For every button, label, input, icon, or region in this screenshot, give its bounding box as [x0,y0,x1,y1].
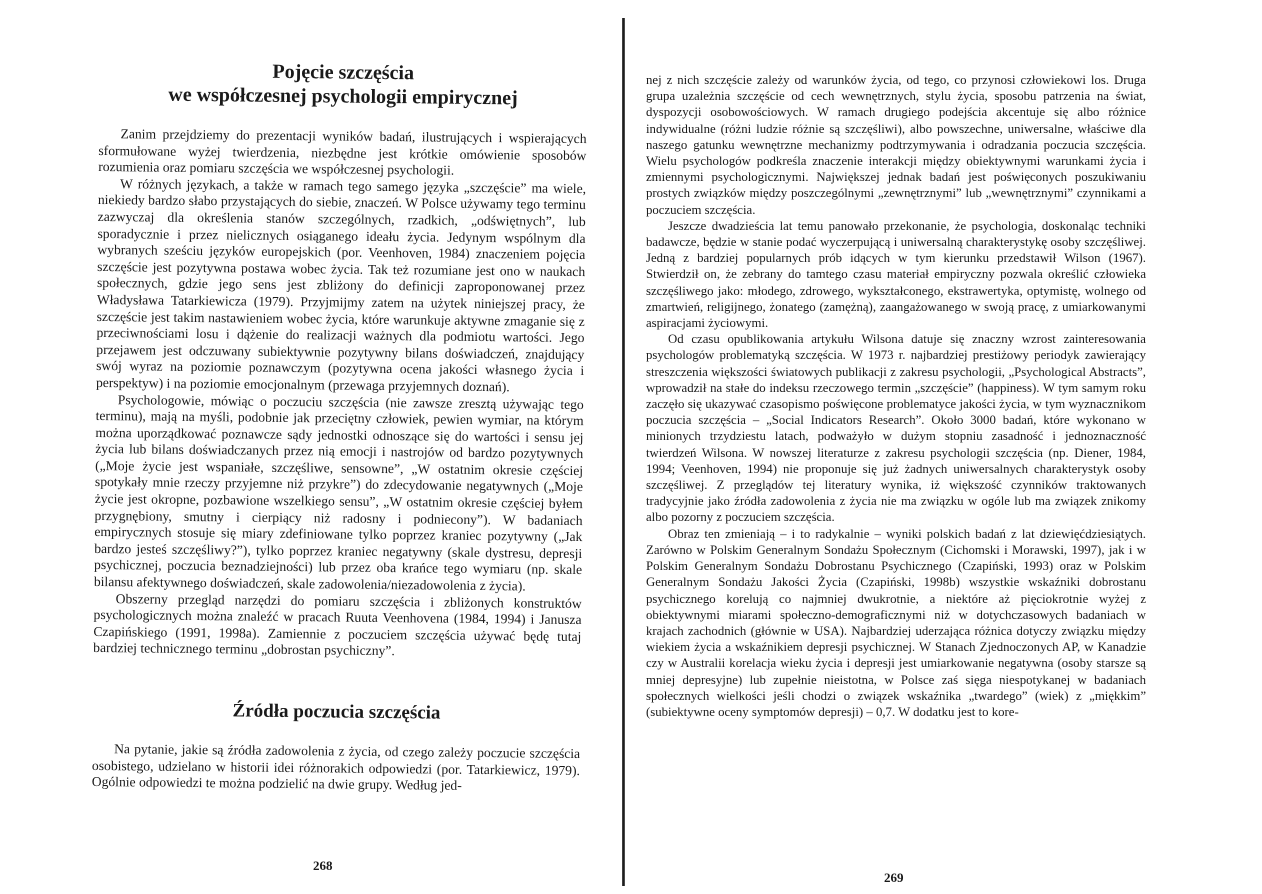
section-title: Źródła poczucia szczęścia [232,700,441,724]
page-number-left: 268 [313,858,333,873]
section-paragraph: Na pytanie, jakie są źródła zadowolenia z życia, od czego zależy poczucie szczęścia osobistego, udzielano w historii idei różnorakich odpowiedzi (por. Tatarkiewicz, 1979). Ogólnie odpowiedzi te można podzielić na dwie grupy. Według jed- [91,741,581,794]
right-paragraph: Obraz ten zmieniają – i to radykalnie – wyniki polskich badań z lat dziewięćdziesiątych. Zarówno w Polskim Generalnym Sondażu Społecznym (Cichomski i Morawski, 1997), jak i w Polskim Generalnym Sondażu Dobrostanu Psychicznego (Czapiński, 1993) oraz w Polskim Generalnym Sondażu Jakości Życia (Czapiński, 1998b) wszystkie wskaźniki dobrostanu psychicznego korelują co najmniej dwukrotnie, a niektóre aż pięciokrotnie wyżej z obiektywnymi miarami społeczno-demograficznymi niż w dotychczasowych badaniach w krajach zachodnich (głównie w USA). Najbardziej uderzająca różnica dotyczy związku między wiekiem życia a wskaźnikiem depresji psychicznej. W Stanach Zjednoczonych AP, w Kanadzie czy w Australii korelacja wieku życia i depresji jest umiarkowanie negatywna (osoby starsze są mniej depresyjne) lub zupełnie nieistotna, w Polsce zaś sięga niespotykanej w badaniach społecznych wielkości jeśli chodzi o związek wskaźnika „twardego” (wiek) z „miękkim” (subiektywne oceny symptomów depresji) – 0,7. W dodatku jest to kore- [646,526,1146,719]
chapter-title-line-2: we współczesnej psychologii empirycznej [168,83,518,110]
left-paragraph: Obszerny przegląd narzędzi do pomiaru szczęścia i zbliżonych konstruktów psychologicznych można znaleźć w pracach Ruuta Veenhovena (1984, 1994) i Janusza Czapińskiego (1991, 1998a). Zamiennie z poczuciem szczęścia używać będę tutaj bardziej technicznego terminu „dobrostan psychiczny”. [93,590,582,659]
chapter-title [99,58,587,111]
left-paragraph: Psychologowie, mówiąc o poczuciu szczęścia (nie zawsze zresztą używając tego terminu), mają na myśli, podobnie jak przeciętny człowiek, pewien wymiar, na którym można uporządkować poznawcze sądy jednostki odnoszące się do wartości i sensu jej życia lub bilans doświadczanych przez nią emocji i nastrojów od bardzo pozytywnych („Moje życie jest wspaniałe, szczęśliwe, sensowne”, „W ostatnim okresie częściej spotykały mnie rzeczy przyjemne niż przykre”) do zdecydowanie negatywnych („Moje życie jest okropne, pozbawione wszelkiego sensu”, „W ostatnim okresie częściej byłem przygnębiony, smutny i cierpiący niż radosny i podniecony”). W badaniach empirycznych stosuje się miary zdefiniowane tylko poprzez kraniec pozytywny („Jak bardzo jesteś szczęśliwy?”), tylko poprzez kraniec negatywny (skale dystresu, depresji psychicznej, poczucia beznadziejności) lub przez oba krańce tego wymiaru (np. skale bilansu afektywnego doświadczeń, skale zadowolenia/niezadowolenia z życia). [93,391,584,594]
page-number-right: 269 [884,870,904,885]
right-page [646,72,1146,720]
left-page [92,0,588,796]
left-paragraph: W różnych językach, a także w ramach tego samego języka „szczęście” ma wiele, niekiedy bardzo słabo przystających do siebie, znaczeń. W Polsce używamy tego terminu zazwyczaj dla określenia stanów szczególnych, rzadkich, „odświętnych”, lub sporadycznie i przez nielicznych osiąganego ideału życia. Jedynym wspólnym dla wybranych sześciu języków europejskich (por. Veenhoven, 1984) znaczeniem pojęcia szczęście jest pozytywna postawa wobec życia. Tak też rozumiane jest ono w naukach społecznych, gdzie jego sens jest zbliżony do definicji zaproponowanej przez Władysława Tatarkiewicza (1979). Przyjmijmy zatem na użytek niniejszej pracy, że szczęście jest takim nastawieniem wobec życia, które warunkuje aktywne zmaganie się z przeciwnościami losu i dążenie do realizacji ważnych dla podmiotu wartości. Jego przejawem jest odczuwany subiektywnie pozytywny bilans doświadczeń, znajdujący swój wyraz na poziomie poznawczym (pozytywna ocena jakości własnego życia i perspektyw) i na poziomie emocjonalnym (przewaga przyjemnych doznań). [95,176,587,395]
right-paragraph: nej z nich szczęście zależy od warunków życia, od tego, co przynosi człowiekowi los. Druga grupa uzależnia szczęście od cech wewnętrznych, stylu życia, sposobu patrzenia na świat, dyspozycji osobowościowych. W ramach drugiego podejścia akcentuje się albo różnice indywidualne (różni ludzie różnie są szczęśliwi), albo powszechne, uniwersalne, właściwe dla naszego gatunku wewnętrzne mechanizmy podtrzymywania i odradzania poczucia szczęścia. Wielu psychologów podkreśla znaczenie interakcji między obiektywnymi warunkami życia i zmiennymi psychologicznymi. Największej jednak badań jest poświęconych poszukiwaniu prostych związków między poszczególnymi „zewnętrznymi” lub „wewnętrznymi” czynnikami a poczuciem szczęścia. [646,73,1146,217]
left-paragraph: Zanim przejdziemy do prezentacji wyników badań, ilustrujących i wspierających sformułowane wyżej twierdzenia, niezbędne jest krótkie omówienie sposobów rozumienia oraz pomiaru szczęścia we współczesnej psychologii. [98,126,587,178]
right-paragraph: Jeszcze dwadzieścia lat temu panowało przekonanie, że psychologia, doskonaląc techniki badawcze, będzie w stanie podać wyczerpującą i uniwersalną charakterystykę osoby szczęśliwej. Jedną z bardziej popularnych prób idących w tym kierunku przedstawił Wilson (1967). Stwierdził on, że zebrany do tamtego czasu materiał empiryczny pozwala określić człowieka szczęśliwego jako: młodego, zdrowego, wykształconego, ekstrawertyka, optymistę, wolnego od zmartwień, religijnego, żonatego (zamężną), zaangażowanego w swoją pracę, z umiarkowanymi aspiracjami życiowymi. [646,218,1146,331]
chapter-title-line-1: Pojęcie szczęścia [272,60,415,85]
book-gutter [622,18,625,886]
right-paragraph: Od czasu opublikowania artykułu Wilsona datuje się znaczny wzrost zainteresowania psychologów problematyką szczęścia. W 1973 r. najbardziej prestiżowy periodyk zawierający streszczenia większości światowych publikacji z zakresu psychologii, „Psychological Abstracts”, wprowadził na stałe do indeksu rzeczowego termin „szczęście” (happiness). W tym samym roku zaczęło się ukazywać czasopismo poświęcone problematyce jakości życia, w tym wyznacznikom poczucia szczęścia – „Social Indicators Research”. Około 3000 badań, które wykonano w minionych trzydziestu latach, podważyło w dużym stopniu zasadność i jednoznaczność twierdzeń Wilsona. W nowszej literaturze z zakresu psychologii szczęścia (np. Diener, 1984, 1994; Veenhoven, 1994) nie proponuje się już żadnych uniwersalnych charakterystyk osoby szczęśliwej. Z przeglądów tej literatury wynika, iż większość czynników traktowanych tradycyjnie jako źródła zadowolenia z życia nie ma związku w ogóle lub ma związek znikomy albo pozorny z poczuciem szczęścia. [646,332,1146,525]
